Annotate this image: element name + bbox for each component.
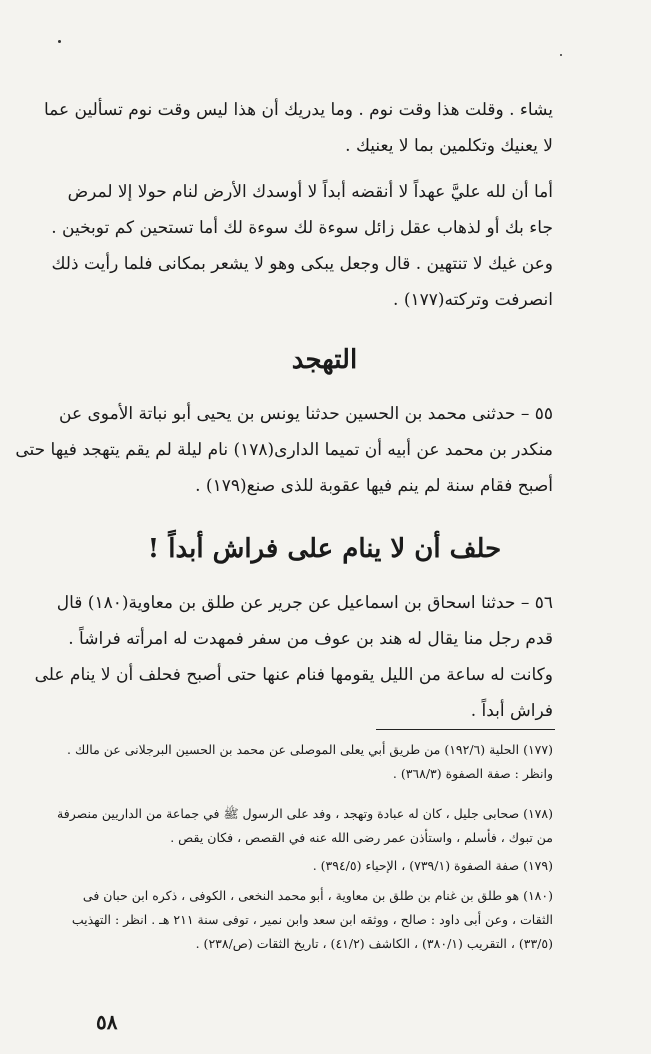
paragraph-vow (51, 174, 553, 318)
scan-speck (58, 40, 61, 43)
paragraph-hadith-56 (34, 585, 553, 729)
page-number: ٥٨ (96, 1010, 118, 1034)
text-line: ٥٦ – حدثنا اسحاق بن اسماعيل عن جرير عن طلق بن معاوية(١٨٠) قال (56, 593, 553, 613)
footnote-line: (١٨٠) هو طلق بن غنام بن طلق بن معاوية ، أبو محمد النخعى ، الكوفى ، ذكره ابن حبان فى (82, 888, 553, 903)
text-line: منكدر بن محمد عن أبيه أن تميما الدارى(١٧٨) نام ليلة لم يقم يتهجد فيها حتى (15, 440, 553, 460)
text-line: فراش أبداً . (470, 701, 553, 721)
footnote-line: (٣٣/٥) ، التقريب (٣٨٠/١) ، الكاشف (٤١/٢) ، تاريخ الثقات (ص/٢٣٨) . (195, 936, 553, 951)
scan-speck (560, 54, 562, 56)
text-line: قدم رجل منا يقال له هند بن عوف من سفر فمهدت له امرأته فراشاً . (68, 629, 553, 649)
text-line: أصبح فقام سنة لم ينم فيها عقوبة للذى صنع(١٧٩) . (195, 476, 553, 496)
text-line: جاء بك أو لذهاب عقل زائل سوءة لك سوءة لك أما تستحين كم توبخين . (51, 218, 553, 238)
section-heading-tahajjud: التهجد (291, 345, 358, 375)
footnote-line: من تبوك ، فأسلم ، واستأذن عمر رضى الله عنه في القصص ، فكان يقص . (170, 830, 553, 845)
text-line: انصرفت وتركته(١٧٧) . (393, 290, 553, 310)
footnote-180 (71, 884, 553, 956)
paragraph-hadith-55 (15, 396, 553, 504)
text-line: وعن غيك لا تنتهين . قال وجعل يبكى وهو لا يشعر بمكانى فلما رأيت ذلك (51, 254, 553, 274)
footnote-line: (١٧٧) الحلية (١٩٢/٦) من طريق أبي يعلى الموصلى عن محمد بن الحسين البرجلانى عن مالك . (67, 742, 553, 757)
text-line: وكانت له ساعة من الليل يقومها فنام عنها حتى أصبح فحلف أن لا ينام على (34, 665, 553, 685)
footnote-179 (96, 854, 553, 878)
footnote-line: الثقات ، وعن أبى داود : صالح ، ووثقه ابن سعد وابن نمير ، توفى سنة ٢١١ هـ . انظر : التهذيب (71, 912, 553, 927)
paragraph-continuation (43, 92, 553, 164)
section-heading-oath: حلف أن لا ينام على فراش أبداً ! (147, 534, 502, 564)
footnote-177 (67, 738, 553, 786)
text-line: لا يعنيك وتكلمين بما لا يعنيك . (345, 136, 553, 156)
footnote-line: (١٧٨) صحابى جليل ، كان له عبادة وتهجد ، وفد على الرسول ﷺ في جماعة من الداريين منصرفة (57, 806, 553, 821)
text-line: يشاء . وقلت هذا وقت نوم . وما يدريك أن هذا ليس وقت نوم تسألين عما (43, 100, 553, 120)
footnote-178 (57, 802, 553, 850)
footnote-line: (١٧٩) صفة الصفوة (٧٣٩/١) ، الإحياء (٣٩٤/٥) . (312, 858, 553, 873)
text-line: ٥٥ – حدثنى محمد بن الحسين حدثنا يونس بن يحيى أبو نباتة الأموى عن (59, 404, 553, 424)
footnote-line: وانظر : صفة الصفوة (٣٦٨/٣) . (392, 766, 553, 781)
footnote-divider (376, 729, 555, 730)
text-line: أما أن لله عليَّ عهداً لا أنقضه أبداً لا أوسدك الأرض لنام حولا إلا لمرض (67, 182, 553, 202)
